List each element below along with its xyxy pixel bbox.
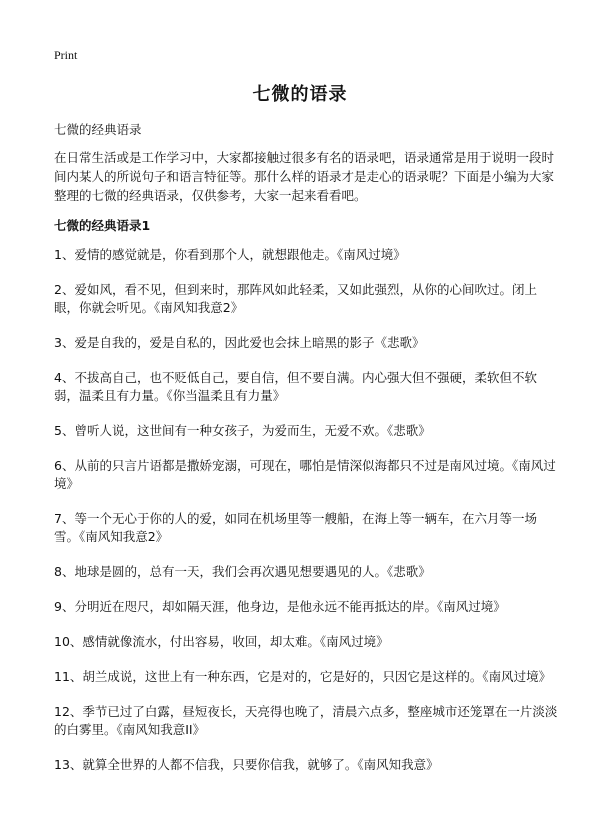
quote-item: 1、爱情的感觉就是，你看到那个人，就想跟他走。《南风过境》	[54, 247, 406, 262]
print-link[interactable]: Print	[54, 48, 78, 62]
quote-item: 8、地球是圆的，总有一天，我们会再次遇见想要遇见的人。《悲歌》	[54, 564, 431, 579]
quote-item: 6、从前的只言片语都是撒娇宠溺，可现在，哪怕是情深似海都只不过是南风过境。《南风过境》	[54, 458, 556, 491]
quote-item: 10、感情就像流水，付出容易，收回，却太难。《南风过境》	[54, 634, 389, 649]
page-title: 七微的语录	[252, 84, 348, 105]
quote-item: 2、爱如风，看不见，但到来时，那阵风如此轻柔，又如此强烈，从你的心间吹过。闭上眼，你就会听见。《南风知我意2》	[54, 282, 537, 315]
quote-item: 3、爱是自我的，爱是自私的，因此爱也会抹上暗黑的影子《悲歌》	[54, 335, 425, 350]
quote-item: 9、分明近在咫尺，却如隔天涯，他身边，是他永远不能再抵达的岸。《南风过境》	[54, 599, 506, 614]
quote-item: 4、不拔高自己，也不贬低自己，要自信，但不要自满。内心强大但不强硬，柔软但不软弱，温柔且有力量。《你当温柔且有力量》	[54, 370, 537, 403]
quote-item: 13、就算全世界的人都不信我，只要你信我，就够了。《南风知我意》	[54, 757, 439, 772]
quote-list	[54, 246, 560, 791]
quote-item: 5、曾听人说，这世间有一种女孩子，为爱而生，无爱不欢。《悲歌》	[54, 423, 431, 438]
section-heading: 七微的经典语录1	[54, 218, 151, 233]
intro-paragraph: 在日常生活或是工作学习中，大家都接触过很多有名的语录吧，语录通常是用于说明一段时间内某人的所说句子和语言特征等。那什么样的语录才是走心的语录呢？下面是小编为大家整理的七微的经典语录，仅供参考，大家一起来看看吧。	[54, 150, 555, 203]
quote-item: 12、季节已过了白露，昼短夜长，天亮得也晚了，清晨六点多，整座城市还笼罩在一片淡淡的白雾里。《南风知我意II》	[54, 704, 558, 737]
quote-item: 11、胡兰成说，这世上有一种东西，它是对的，它是好的，只因它是这样的。《南风过境》	[54, 669, 552, 684]
subtitle: 七微的经典语录	[54, 122, 142, 137]
quote-item: 7、等一个无心于你的人的爱，如同在机场里等一艘船，在海上等一辆车，在六月等一场雪。《南风知我意2》	[54, 511, 537, 544]
